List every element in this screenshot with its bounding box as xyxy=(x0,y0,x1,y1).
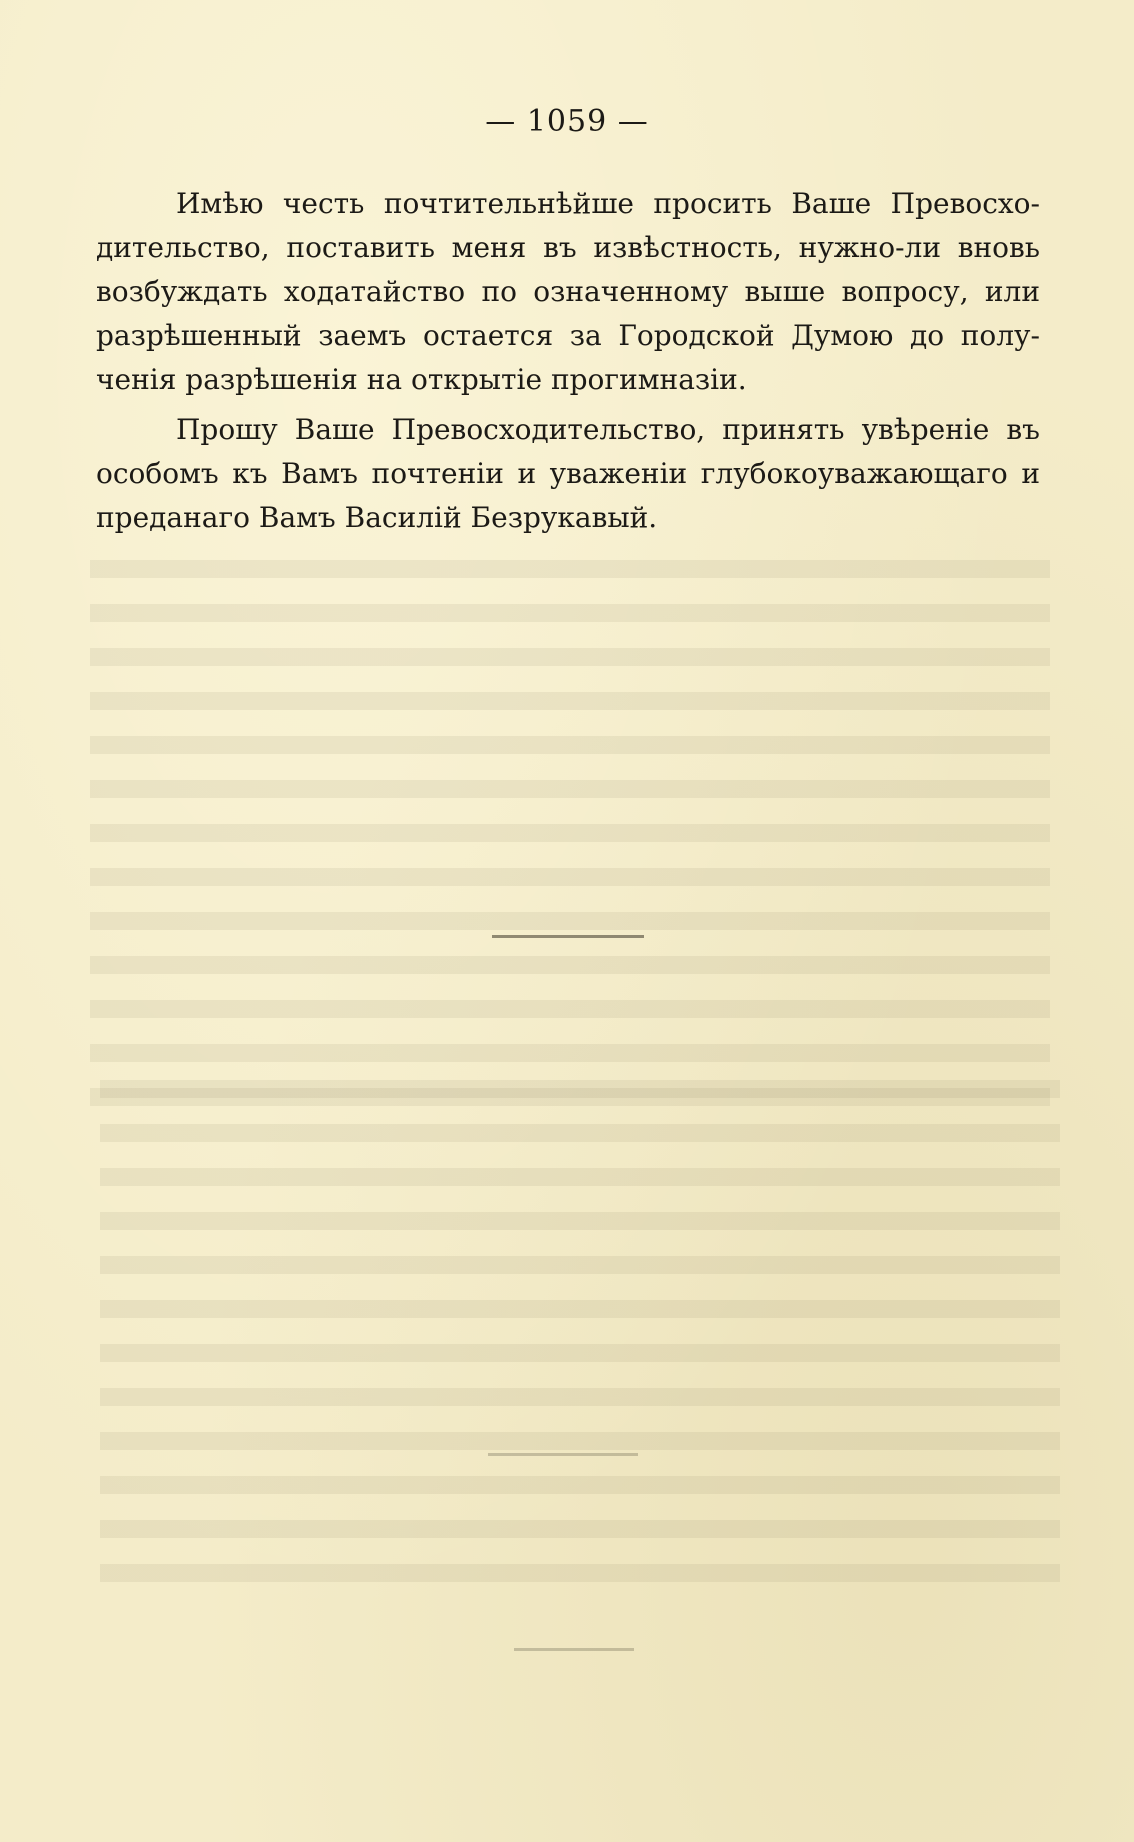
paragraph-1-line-1: Имѣю честь почтительнѣйше просить Ваше Превосхо- xyxy=(176,187,1040,220)
paragraph-1-line-2: дительство, поставить меня въ извѣстность, нужно-ли вновь xyxy=(96,231,1040,264)
paragraph-request xyxy=(96,182,1040,402)
paragraph-2-line-1: Прошу Ваше Превосходительство, принять увѣреніе въ xyxy=(176,413,1040,446)
paragraph-1-line-3: возбуждать ходатайство по означенному выше вопросу, или xyxy=(96,275,1040,308)
separator-rule-bleed-2 xyxy=(488,1453,638,1456)
ghost-text-block-1 xyxy=(90,560,1050,1120)
paragraph-closing xyxy=(96,408,1040,540)
paragraph-2-line-3: и преданаго Вамъ Василій Безрукавый. xyxy=(96,457,1041,534)
separator-rule-bleed-3 xyxy=(514,1648,634,1651)
paragraph-1-line-4: разрѣшенный заемъ остается за Городской Думою до полу- xyxy=(96,319,1040,352)
separator-rule-bleed xyxy=(492,935,644,938)
letter-body xyxy=(96,182,1040,546)
paragraph-1-line-5: ченія разрѣшенія на открытіе прогимназіи. xyxy=(96,363,747,396)
page-number: — 1059 — xyxy=(485,104,649,139)
paragraph-2-line-2: особомъ къ Вамъ почтеніи и уваженіи глубокоуважающаго xyxy=(96,457,1008,490)
ghost-text-block-2 xyxy=(100,1080,1060,1600)
